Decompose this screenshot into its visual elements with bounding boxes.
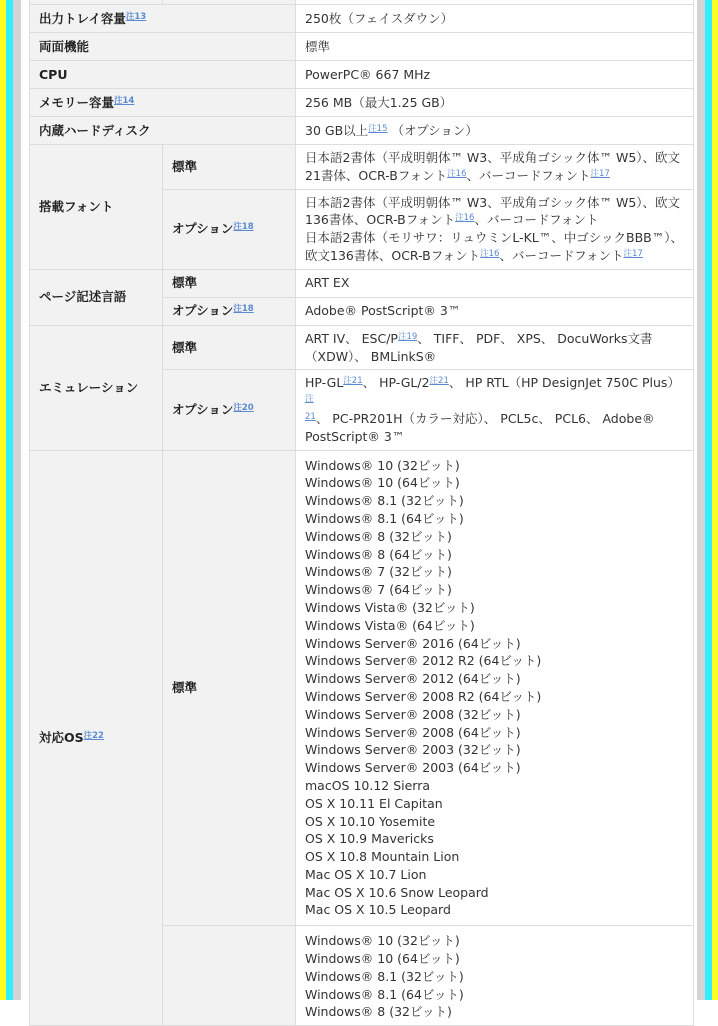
os-list-continued [296,926,694,1026]
list-item: Windows® 7 (64ビット) [305,582,452,598]
table-row [30,269,694,297]
list-item: Windows Server® 2016 (64ビット) [305,635,521,651]
list-item: Windows® 8.1 (32ビット) [305,968,464,984]
footnote-link[interactable]: 注22 [83,731,104,742]
list-item: Mac OS X 10.5 Leopard [305,902,451,918]
footnote-link[interactable]: 注21 [429,376,449,387]
spec-value-fonts-standard: 日本語2書体（平成明朝体™ W3、平成角ゴシック体™ W5）、欧文 21書体、OCR-Bフォント$^{注16}$、バーコードフォント$^{注17}$ [296,145,694,190]
os-list-standard [296,450,694,926]
list-item: Windows Server® 2003 (32ビット) [305,742,521,758]
footnote-link[interactable]: 注16 [447,168,467,179]
table-row [30,5,694,33]
spec-label-duplex: 両面機能 [30,33,296,61]
left-border-gray [13,0,21,1000]
list-item: Windows® 8 (32ビット) [305,1004,452,1020]
sublabel-option: オプション$^{注20}$ [163,370,296,450]
spec-value-duplex: 標準 [296,33,694,61]
list-item: OS X 10.9 Mavericks [305,831,434,847]
spec-label-hdd: 内蔵ハードディスク [30,117,296,145]
right-border-cyan [705,0,712,1000]
sublabel-empty [163,926,296,1026]
footnote-link[interactable]: 注18 [233,222,254,233]
table-row [30,325,694,370]
footnote-link[interactable]: 注14 [114,95,135,106]
footnote-link[interactable]: 注 [305,394,314,405]
sublabel-standard: 標準 [163,269,296,297]
list-item: Windows Server® 2012 (64ビット) [305,671,521,687]
spec-value-fonts-option: 日本語2書体（平成明朝体™ W3、平成角ゴシック体™ W5）、欧文 136書体、OCR-Bフォント$^{注16}$、バーコードフォント 日本語2書体（モリサワ：リュウミンL-KL™、中ゴシックBBB™）、 欧文136書体、OCR-Bフォント$^{注16}$、バーコードフォント$^{注17}$ [296,189,694,269]
list-item: Windows® 8 (64ビット) [305,546,452,562]
right-border-gray [697,0,705,1000]
footnote-link[interactable]: 注16 [480,248,500,259]
footnote-link[interactable]: 注18 [233,304,254,315]
footnote-link[interactable]: 注17 [623,248,643,259]
spec-label-pdl: ページ記述言語 [30,269,163,325]
spec-value-output-tray: 250枚（フェイスダウン） [296,5,694,33]
sublabel-standard: 標準 [163,145,296,190]
list-item: Windows Server® 2008 (64ビット) [305,724,521,740]
list-item: Mac OS X 10.6 Snow Leopard [305,884,489,900]
list-item: Windows® 8 (32ビット) [305,528,452,544]
left-border-cyan [6,0,13,1000]
spec-label-os: 対応OS$^{注22}$ [30,450,163,1026]
spec-value-pdl-option: Adobe® PostScript® 3™ [296,297,694,325]
footnote-link[interactable]: 注21 [343,376,363,387]
table-row [30,89,694,117]
list-item: Windows Server® 2008 R2 (64ビット) [305,688,542,704]
table-row [30,450,694,926]
list-item: Windows® 8.1 (32ビット) [305,493,464,509]
spec-table [29,0,694,1026]
spec-label-output-tray: 出力トレイ容量$^{注13}$ [30,5,296,33]
list-item: Windows Server® 2003 (64ビット) [305,760,521,776]
spec-label-cpu: CPU [30,61,296,89]
list-item: Windows® 8.1 (64ビット) [305,510,464,526]
table-row [30,117,694,145]
list-item: Windows Server® 2008 (32ビット) [305,706,521,722]
footnote-link[interactable]: 21 [305,411,316,422]
spec-value-cpu: PowerPC® 667 MHz [296,61,694,89]
list-item: macOS 10.12 Sierra [305,777,431,793]
table-row [30,145,694,190]
spec-value-emulation-standard: ART IV、 ESC/$P^{注19}$、 TIFF、 PDF、 XPS、 DocuWorks文書 （XDW）、 BMLinkS® [296,325,694,370]
list-item: Windows® 10 (32ビット) [305,933,460,949]
list-item: Windows Server® 2012 R2 (64ビット) [305,653,542,669]
footnote-link[interactable]: 注19 [397,331,418,342]
list-item: OS X 10.8 Mountain Lion [305,849,460,865]
right-border-yellow [712,0,718,1000]
spec-value-emulation-option: HP-GL$^{注21}$、 HP-GL/2$^{注21}$、 HP RTL（HP DesignJet 750C Plus）$^注$ $^{21}$、 PC-PR201H（カラー対応）、 PCL5c、 PCL6、 Adobe® PostScript® 3™ [296,370,694,450]
spec-value-pdl-standard: ART EX [296,269,694,297]
footnote-link[interactable]: 注15 [368,123,388,134]
list-item: Windows® 10 (64ビット) [305,951,460,967]
footnote-link[interactable]: 注20 [233,403,254,414]
spec-label-emulation: エミュレーション [30,325,163,450]
sublabel-option: オプション$^{注18}$ [163,297,296,325]
list-item: OS X 10.10 Yosemite [305,813,436,829]
spec-label-memory: メモリー容量$^{注14}$ [30,89,296,117]
spec-value-memory: 256 MB（最大1.25 GB） [296,89,694,117]
footnote-link[interactable]: 注17 [590,168,610,179]
footnote-link[interactable]: 注13 [125,11,147,22]
table-row [30,33,694,61]
list-item: OS X 10.11 El Capitan [305,795,443,811]
sublabel-standard: 標準 [163,325,296,370]
list-item: Windows® 7 (32ビット) [305,564,452,580]
spec-label-fonts: 搭載フォント [30,145,163,270]
spec-value-hdd: 30 GB以上$^{注15}$ （オプション） [296,117,694,145]
sublabel-option: オプション$^{注18}$ [163,189,296,269]
list-item: Windows® 10 (64ビット) [305,475,460,491]
footnote-link[interactable]: 注16 [455,213,475,224]
list-item: Windows Vista® (64ビット) [305,617,475,633]
list-item: Windows Vista® (32ビット) [305,599,475,615]
sublabel-standard: 標準 [163,450,296,926]
table-row [30,61,694,89]
list-item: Mac OS X 10.7 Lion [305,866,427,882]
list-item: Windows® 10 (32ビット) [305,457,460,473]
list-item: Windows® 8.1 (64ビット) [305,986,464,1002]
